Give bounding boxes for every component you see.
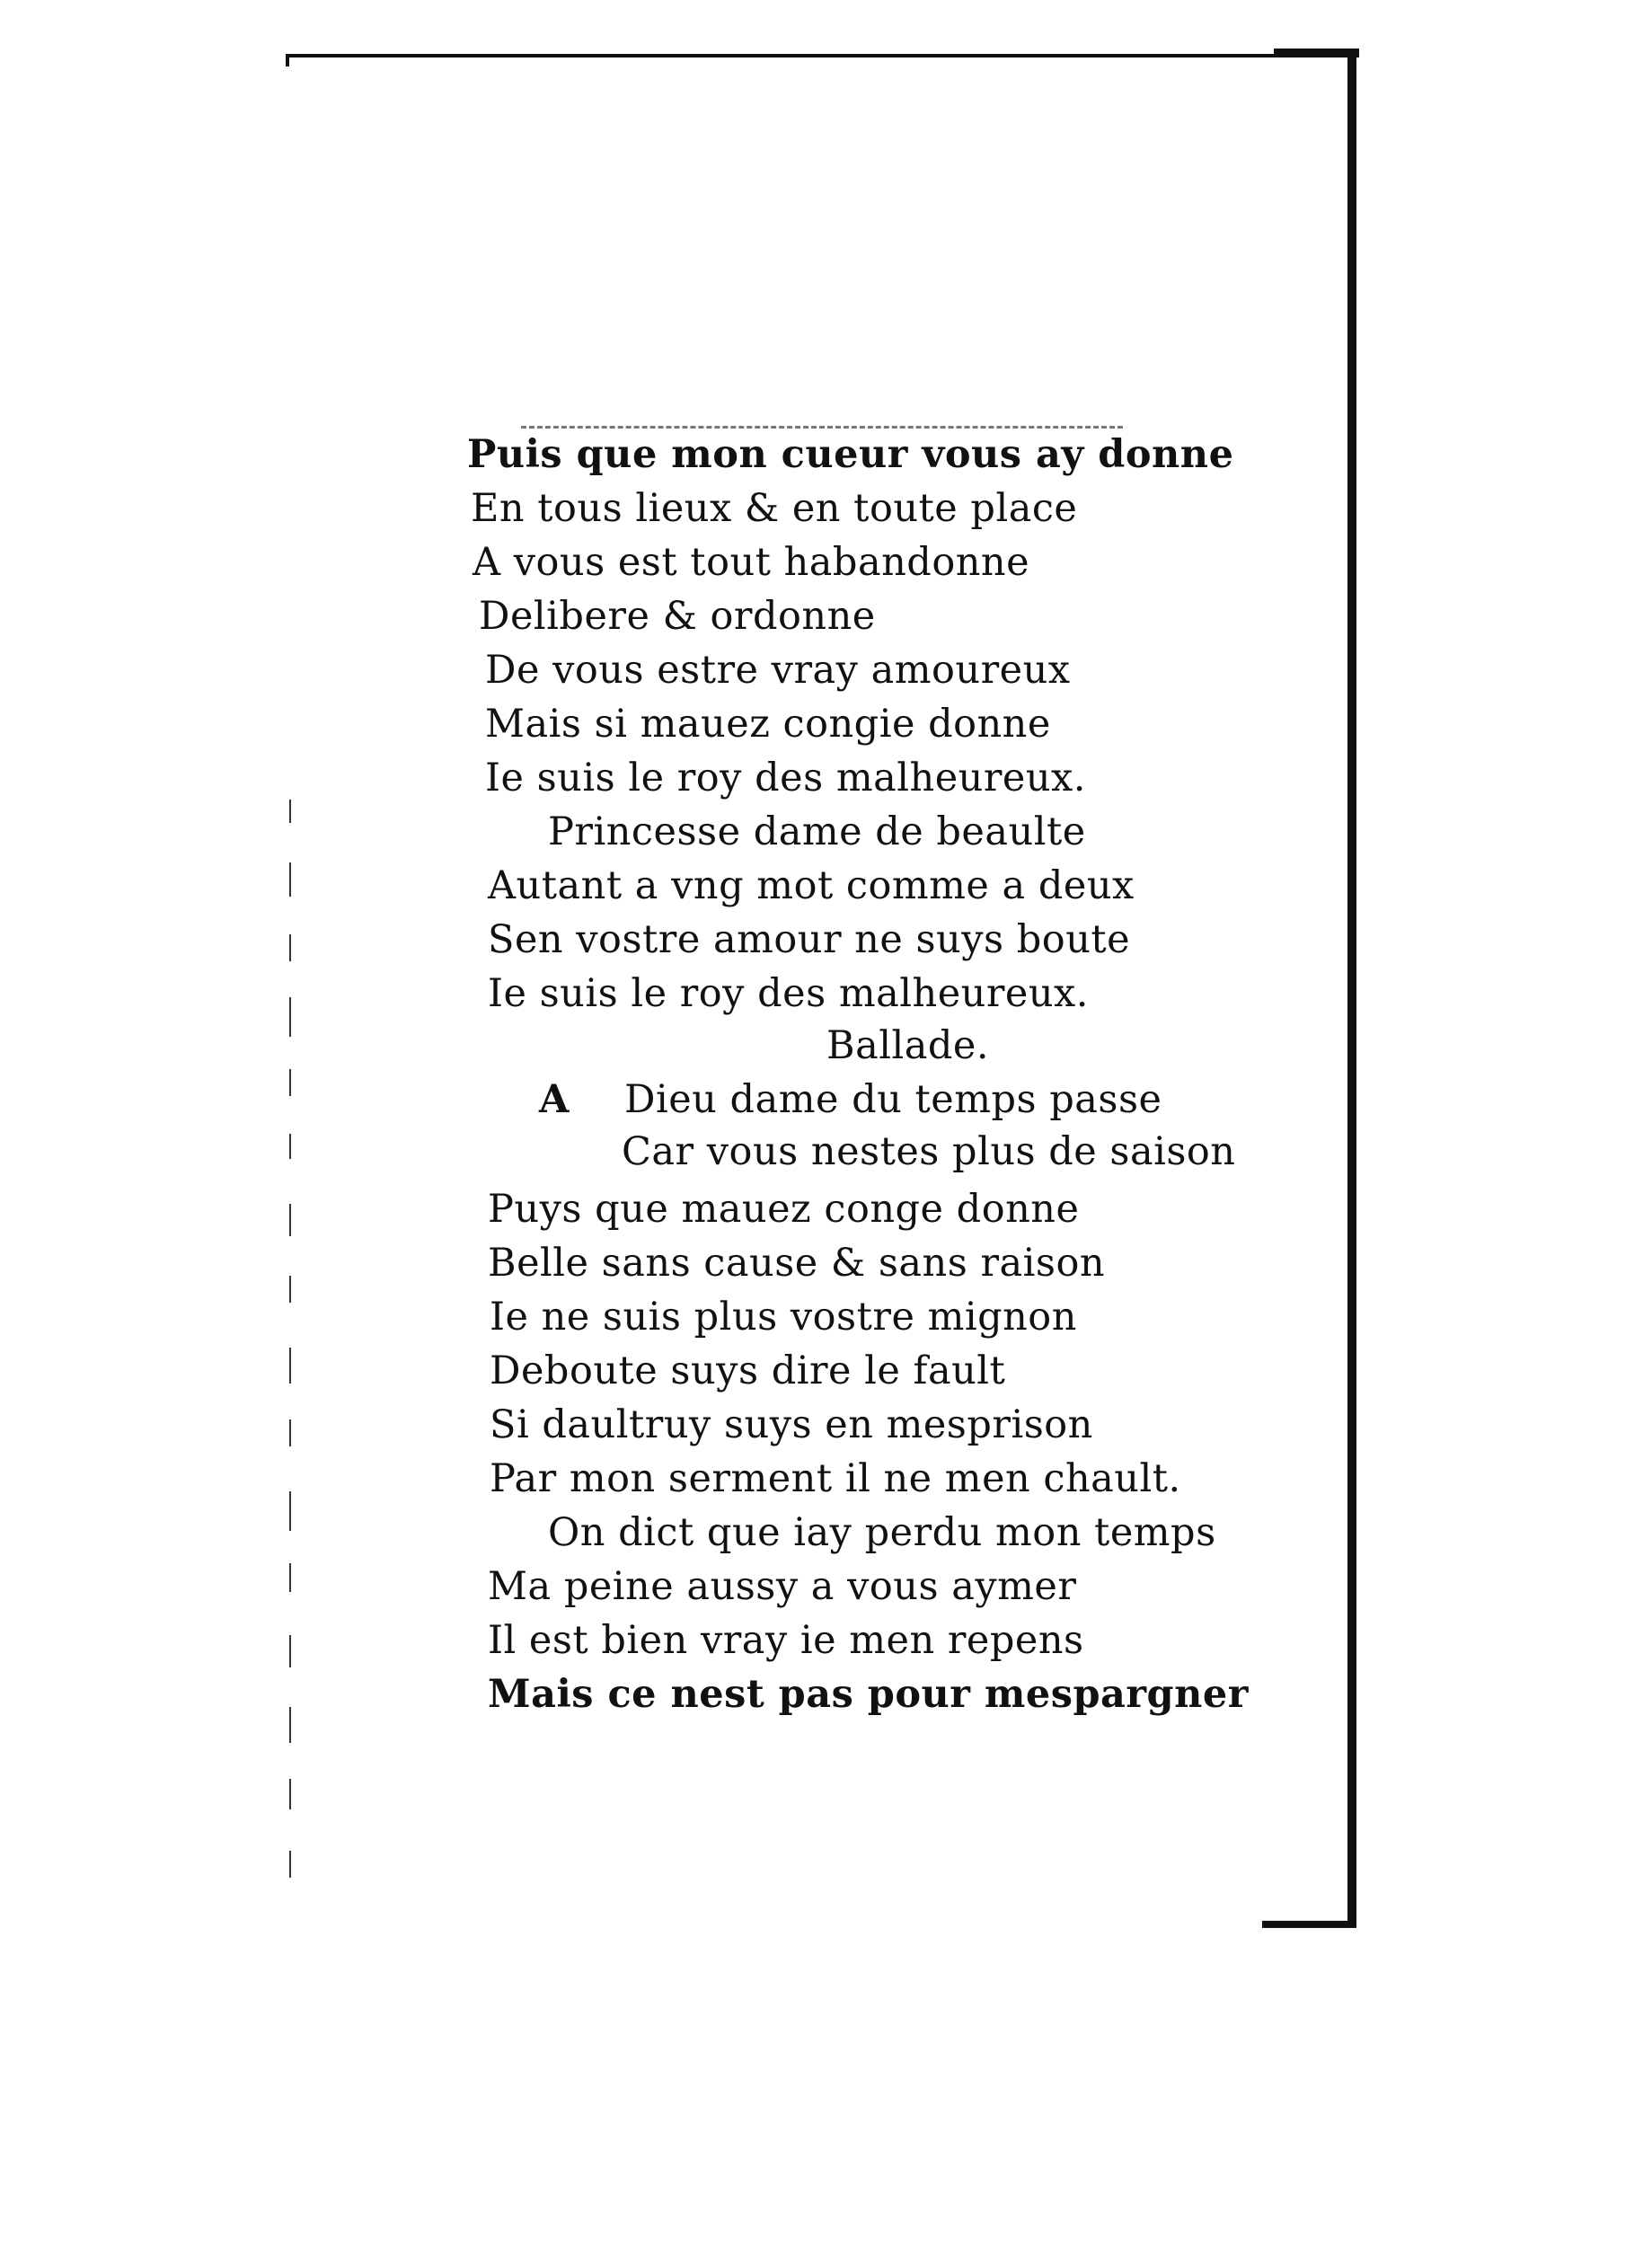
verse-line: Belle sans cause & sans raison (488, 1241, 1106, 1286)
verse-line: Si daultruy suys en mesprison (490, 1402, 1093, 1447)
verse-line: On dict que iay perdu mon temps (548, 1510, 1216, 1555)
verse-line: De vous estre vray amoureux (485, 648, 1071, 693)
verse-line: Ie ne suis plus vostre mignon (490, 1295, 1077, 1340)
verse-line: Dieu dame du temps passe (624, 1077, 1162, 1122)
verse-line: Deboute suys dire le fault (490, 1348, 1006, 1393)
verse-line: A vous est tout habandonne (473, 540, 1030, 585)
verse-line: Mais si mauez congie donne (485, 702, 1051, 747)
verse-line: Ie suis le roy des malheureux. (488, 971, 1089, 1016)
verse-line: Mais ce nest pas pour mespargner (488, 1672, 1249, 1717)
verse-line: Il est bien vray ie men repens (488, 1618, 1084, 1663)
verse-line: Puys que mauez conge donne (488, 1187, 1080, 1232)
verse-line: Ma peine aussy a vous aymer (488, 1564, 1077, 1609)
verse-line: En tous lieux & en toute place (471, 486, 1078, 531)
verse-line: Delibere & ordonne (479, 594, 876, 639)
verse-line: Car vous nestes plus de saison (622, 1129, 1236, 1174)
verse-line: Puis que mon cueur vous ay donne (467, 432, 1234, 477)
verse-line: Princesse dame de beaulte (548, 809, 1086, 854)
verse-line: Autant a vng mot comme a deux (488, 863, 1135, 908)
verse-line: Sen vostre amour ne suys boute (488, 917, 1131, 962)
section-title: Ballade. (826, 1023, 990, 1068)
drop-capital: A (539, 1077, 570, 1122)
verse-line: Par mon serment il ne men chault. (490, 1456, 1181, 1501)
verse-line: Ie suis le roy des malheureux. (485, 756, 1086, 800)
